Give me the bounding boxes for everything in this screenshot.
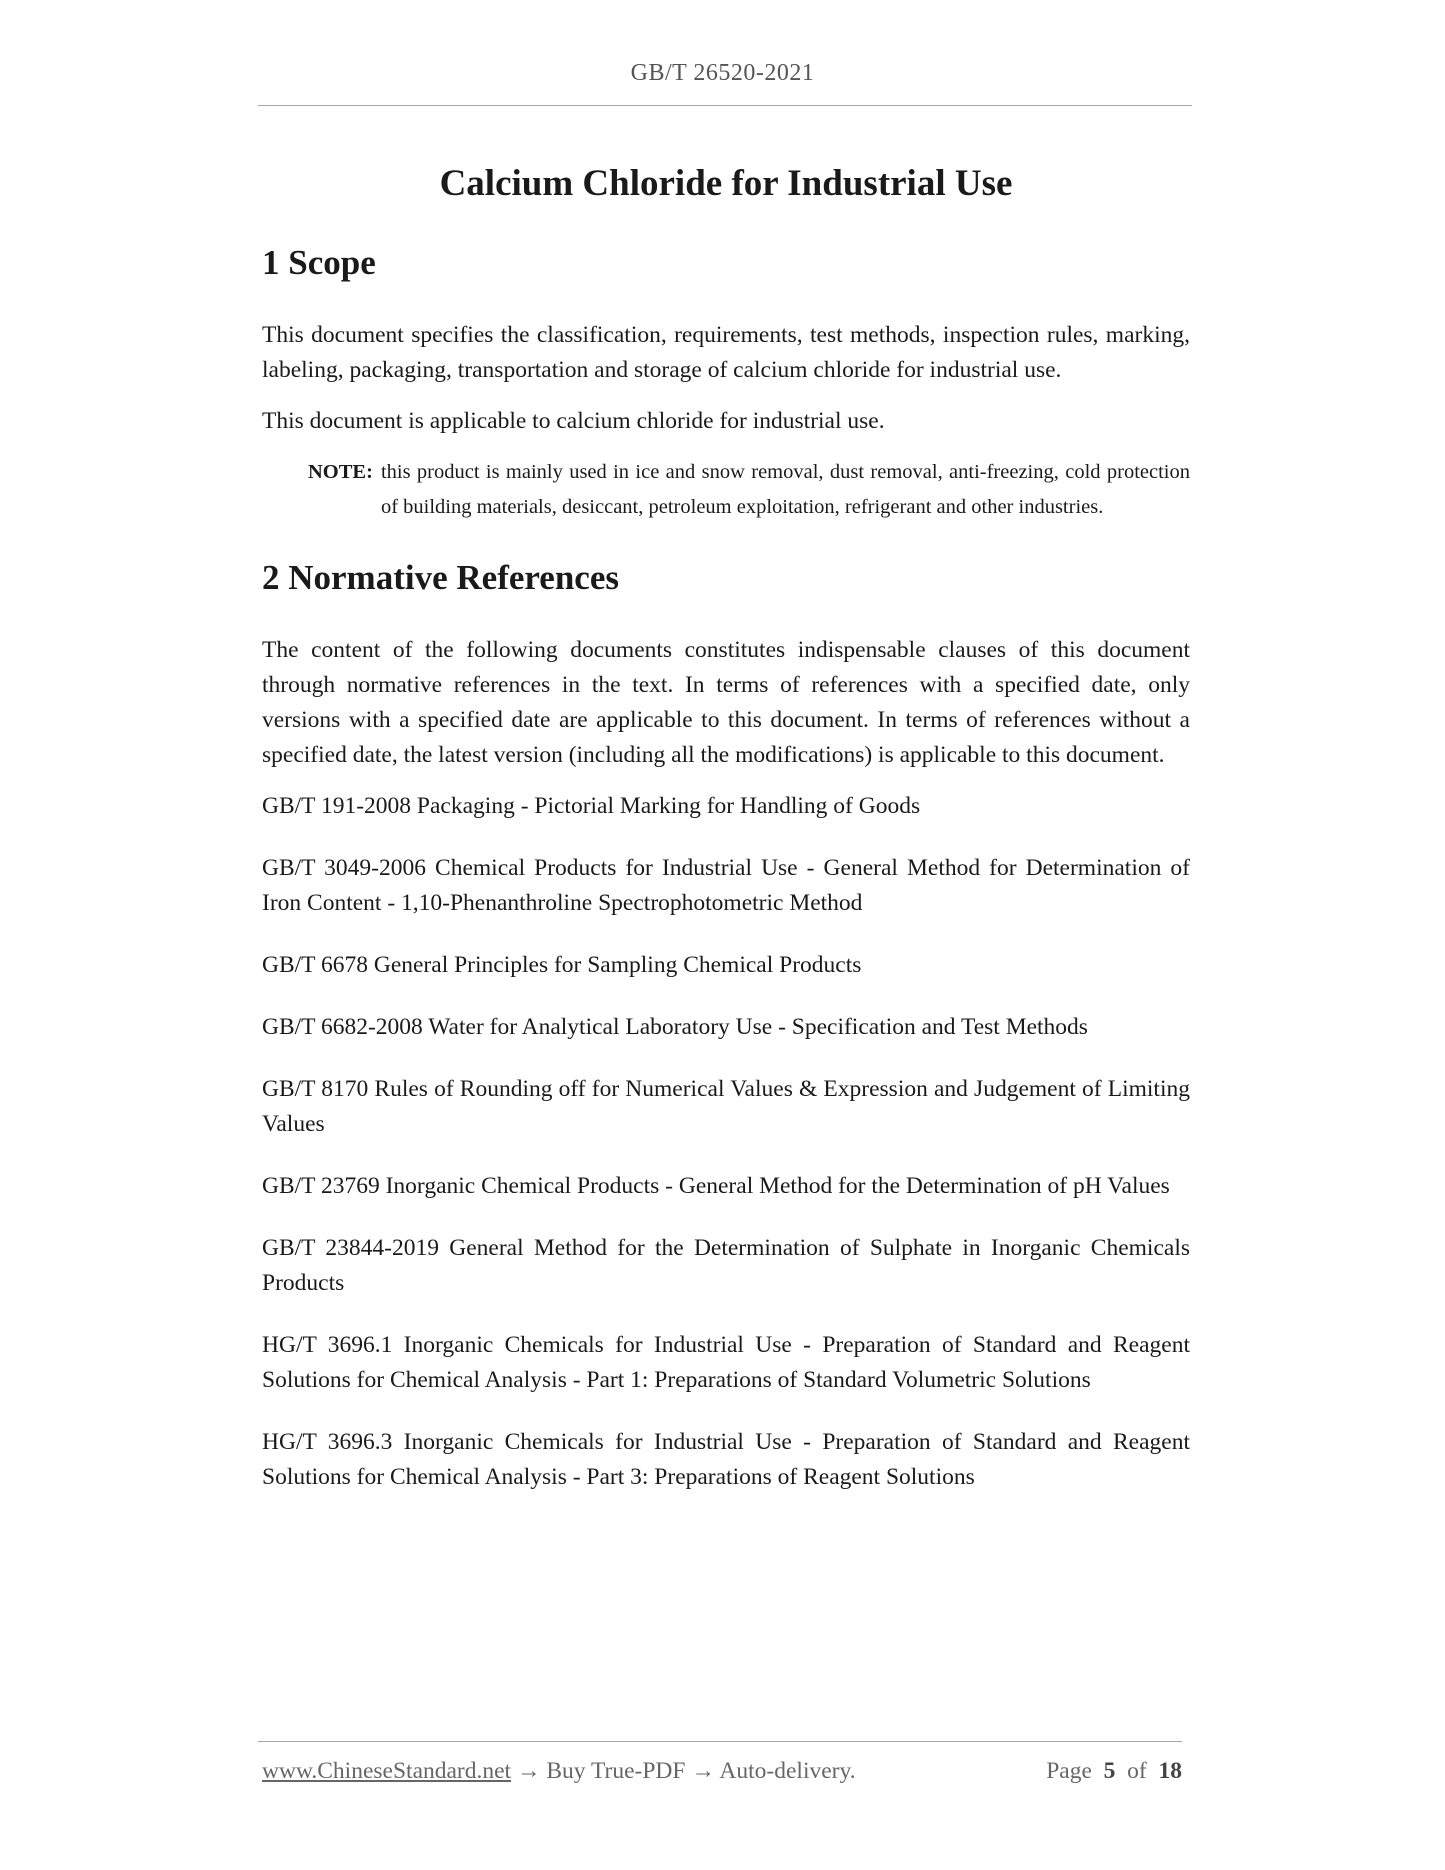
normative-intro-paragraph: The content of the following documents constitutes indispensable clauses of this document through normative references in the text. In terms of references with a specified date, only versions with a specified date are applicable to this document. In terms of references without a specified date, the latest version (including all the modifications) is applicable to this document. [262, 637, 1190, 768]
reference-item: GB/T 6682-2008 Water for Analytical Laboratory Use - Specification and Test Methods [262, 1014, 1088, 1040]
footer-promo [262, 1758, 856, 1785]
page-content [262, 160, 1190, 1522]
arrow-right-icon: → [691, 1758, 715, 1784]
reference-item: GB/T 191-2008 Packaging - Pictorial Marking for Handling of Goods [262, 793, 921, 819]
note-label: NOTE: [308, 461, 373, 483]
arrow-right-icon: → [516, 1758, 541, 1784]
website-link[interactable]: www.ChineseStandard.net [262, 1758, 512, 1784]
page-of-label: of [1127, 1758, 1147, 1784]
buy-pdf-text: Buy True-PDF [546, 1758, 686, 1784]
section-heading-scope: 1 Scope [262, 243, 376, 282]
reference-item: GB/T 6678 General Principles for Sampling Chemical Products [262, 952, 862, 978]
current-page-number: 5 [1103, 1758, 1116, 1784]
header-divider [258, 105, 1192, 106]
page-number [1046, 1758, 1182, 1785]
page-label: Page [1046, 1758, 1092, 1784]
standard-code-header: GB/T 26520-2021 [630, 60, 815, 86]
scope-paragraph: This document specifies the classification, requirements, test methods, inspection rules, marking, labeling, packaging, transportation and storage of calcium chloride for industrial use. [262, 322, 1190, 383]
document-title: Calcium Chloride for Industrial Use [439, 163, 1013, 204]
reference-item: GB/T 23844-2019 General Method for the Determination of Sulphate in Inorganic Chemicals Products [262, 1235, 1190, 1296]
reference-item: GB/T 3049-2006 Chemical Products for Industrial Use - General Method for Determination of Iron Content - 1,10-Phenanthroline Spectrophotometric Method [262, 855, 1190, 916]
reference-item: HG/T 3696.1 Inorganic Chemicals for Industrial Use - Preparation of Standard and Reagent Solutions for Chemical Analysis - Part 1: Preparations of Standard Volumetric Solutions [262, 1332, 1190, 1393]
total-page-number: 18 [1158, 1758, 1182, 1784]
reference-list [262, 789, 1190, 1495]
reference-item: HG/T 3696.3 Inorganic Chemicals for Industrial Use - Preparation of Standard and Reagent Solutions for Chemical Analysis - Part 3: Preparations of Reagent Solutions [262, 1429, 1190, 1490]
section-heading-normative-references: 2 Normative References [262, 558, 619, 597]
scope-paragraph: This document is applicable to calcium chloride for industrial use. [262, 408, 885, 434]
reference-item: GB/T 23769 Inorganic Chemical Products - General Method for the Determination of pH Values [262, 1173, 1170, 1199]
note-text: this product is mainly used in ice and snow removal, dust removal, anti-freezing, cold protection of building materials, desiccant, petroleum exploitation, refrigerant and other industries. [380, 461, 1190, 518]
scope-note [308, 455, 1190, 525]
footer-divider [258, 1741, 1182, 1742]
reference-item: GB/T 8170 Rules of Rounding off for Numerical Values & Expression and Judgement of Limiting Values [262, 1076, 1190, 1137]
auto-delivery-text: Auto-delivery. [719, 1758, 856, 1784]
